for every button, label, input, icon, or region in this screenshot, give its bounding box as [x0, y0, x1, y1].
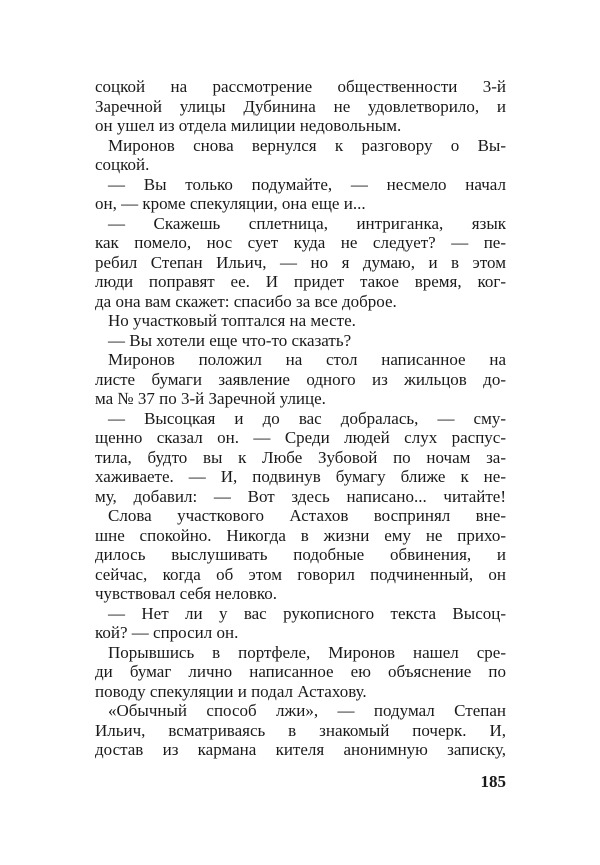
text-line: достав из кармана кителя анонимную записку, — [95, 740, 506, 759]
page-body-text — [95, 77, 506, 760]
text-line: — Вы только подумайте, — несмело начал — [108, 174, 506, 194]
text-line: как помело, нос сует куда не следует? — пе- — [95, 233, 506, 252]
text-line: Слова участкового Астахов воспринял вне- — [108, 506, 506, 525]
text-line: соцкой на рассмотрение общественности 3-й — [95, 77, 506, 96]
text-line: — Высоцкая и до вас добралась, — сму- — [108, 408, 506, 428]
text-line: ма № 37 по 3-й Заречной улице. — [95, 389, 326, 408]
text-line: чувствовал себя неловко. — [95, 584, 277, 603]
text-line: Но участковый топтался на месте. — [108, 311, 356, 330]
text-line: ди бумаг лично написанное ею объяснение по — [95, 662, 506, 681]
text-line: Заречной улицы Дубинина не удовлетворило, и — [95, 96, 506, 116]
text-line: листе бумаги заявление одного из жильцов до- — [95, 369, 506, 389]
text-line: хаживаете. — И, подвинув бумагу ближе к не- — [95, 467, 506, 486]
text-line: му, добавил: — Вот здесь написано... читайте! — [95, 486, 506, 506]
text-line: — Вы хотели еще что-то сказать? — [108, 330, 352, 350]
text-line: тила, будто вы к Любе Зубовой по ночам за- — [95, 447, 506, 467]
text-line: «Обычный способ лжи», — подумал Степан — [108, 701, 506, 720]
text-line: — Нет ли у вас рукописного текста Высоц- — [108, 603, 506, 623]
text-line: соцкой. — [95, 155, 150, 174]
text-line: шне спокойно. Никогда в жизни ему не прихо- — [95, 525, 506, 545]
text-line: щенно сказал он. — Среди людей слух распус- — [95, 428, 506, 447]
text-line: Ильич, всматриваясь в знакомый почерк. И, — [95, 720, 506, 740]
text-line: Миронов снова вернулся к разговору о Вы- — [108, 135, 506, 155]
text-line: ребил Степан Ильич, — но я думаю, и в этом — [95, 252, 506, 272]
page-number: 185 — [480, 772, 506, 791]
text-line: Миронов положил на стол написанное на — [108, 350, 506, 369]
text-line: поводу спекуляции и подал Астахову. — [95, 681, 367, 701]
text-line: сейчас, когда об этом говорил подчиненный, он — [95, 564, 506, 584]
text-line: да она вам скажет: спасибо за все доброе. — [95, 291, 397, 311]
text-line: люди поправят ее. И придет такое время, ког- — [95, 272, 506, 291]
text-line: Порывшись в портфеле, Миронов нашел сре- — [108, 642, 506, 662]
text-line: дилось выслушивать подобные обвинения, и — [95, 545, 506, 564]
text-line: он, — кроме спекуляции, она еще и... — [95, 194, 366, 213]
text-line: кой? — спросил он. — [95, 623, 239, 642]
text-line: — Скажешь сплетница, интриганка, язык — [108, 213, 506, 233]
text-line: он ушел из отдела милиции недовольным. — [95, 116, 402, 135]
